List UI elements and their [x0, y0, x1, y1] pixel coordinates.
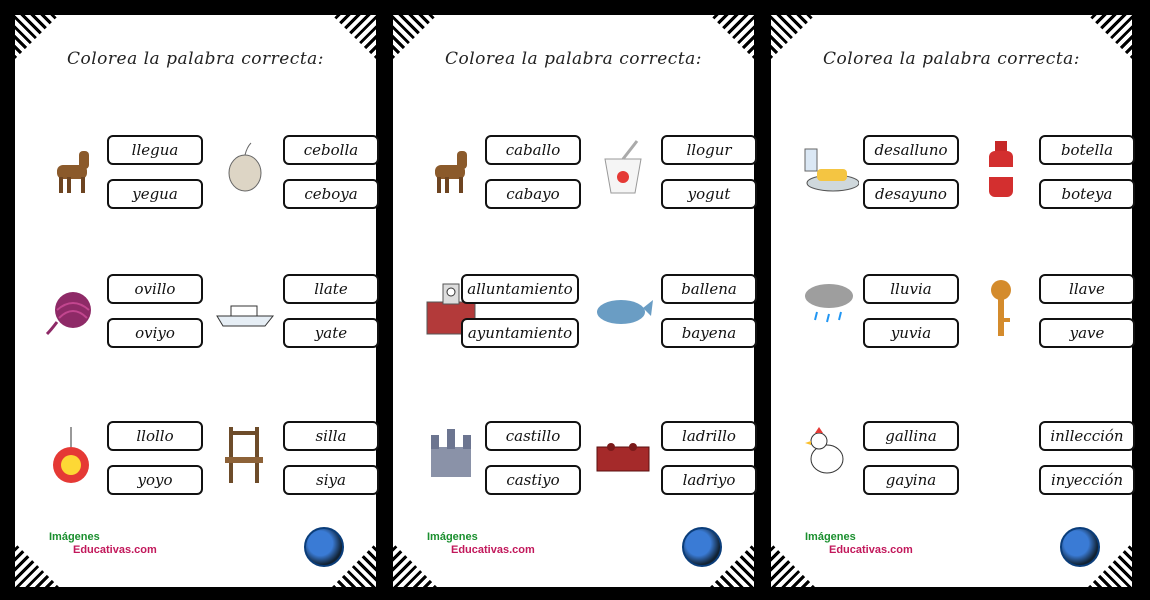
- word-option[interactable]: cebolla: [283, 135, 379, 165]
- worksheet-title: Colorea la palabra correcta:: [822, 49, 1081, 69]
- word-option[interactable]: desalluno: [863, 135, 959, 165]
- word-option[interactable]: silla: [283, 421, 379, 451]
- word-option[interactable]: alluntamiento: [461, 274, 579, 304]
- brick-icon: [593, 425, 653, 485]
- logo-line-2: Educativas.com: [451, 544, 535, 556]
- word-option[interactable]: desayuno: [863, 179, 959, 209]
- rain-cloud-icon: [799, 278, 859, 338]
- yoyo-icon: [43, 425, 103, 485]
- word-option[interactable]: ceboya: [283, 179, 379, 209]
- word-option[interactable]: yuvia: [863, 318, 959, 348]
- word-option[interactable]: yoyo: [107, 465, 203, 495]
- word-option[interactable]: ayuntamiento: [461, 318, 579, 348]
- worksheet-1: [12, 12, 379, 590]
- word-option[interactable]: inllección: [1039, 421, 1135, 451]
- syringe-icon: [971, 425, 1031, 485]
- site-logo: [49, 531, 157, 557]
- yarn-ball-icon: [43, 278, 103, 338]
- word-option[interactable]: llogur: [661, 135, 757, 165]
- chair-icon: [215, 425, 275, 485]
- word-option[interactable]: botella: [1039, 135, 1135, 165]
- logo-line-2: Educativas.com: [73, 544, 157, 556]
- key-icon: [971, 278, 1031, 338]
- worksheet-2: [390, 12, 757, 590]
- word-option[interactable]: ballena: [661, 274, 757, 304]
- word-option[interactable]: ladrillo: [661, 421, 757, 451]
- word-option[interactable]: gallina: [863, 421, 959, 451]
- word-option[interactable]: llate: [283, 274, 379, 304]
- badge-icon: [1060, 527, 1100, 567]
- word-option[interactable]: siya: [283, 465, 379, 495]
- logo-line-1: Imágenes: [805, 531, 856, 543]
- hen-icon: [799, 425, 859, 485]
- worksheet-title: Colorea la palabra correcta:: [444, 49, 703, 69]
- horse-icon: [43, 139, 103, 199]
- word-option[interactable]: castiyo: [485, 465, 581, 495]
- logo-line-2: Educativas.com: [829, 544, 913, 556]
- breakfast-icon: [799, 139, 859, 199]
- castle-icon: [421, 425, 481, 485]
- word-option[interactable]: yate: [283, 318, 379, 348]
- badge-icon: [682, 527, 722, 567]
- bottle-icon: [971, 139, 1031, 199]
- word-option[interactable]: llave: [1039, 274, 1135, 304]
- badge-icon: [304, 527, 344, 567]
- site-logo: [805, 531, 913, 557]
- whale-icon: [593, 278, 653, 338]
- word-option[interactable]: lluvia: [863, 274, 959, 304]
- word-option[interactable]: boteya: [1039, 179, 1135, 209]
- word-option[interactable]: ovillo: [107, 274, 203, 304]
- logo-line-1: Imágenes: [49, 531, 100, 543]
- word-option[interactable]: caballo: [485, 135, 581, 165]
- yacht-icon: [215, 278, 275, 338]
- word-option[interactable]: yave: [1039, 318, 1135, 348]
- worksheet-title: Colorea la palabra correcta:: [66, 49, 325, 69]
- logo-line-1: Imágenes: [427, 531, 478, 543]
- yogurt-icon: [593, 139, 653, 199]
- word-option[interactable]: ladriyo: [661, 465, 757, 495]
- word-option[interactable]: oviyo: [107, 318, 203, 348]
- worksheet-3: [768, 12, 1135, 590]
- site-logo: [427, 531, 535, 557]
- horse-icon: [421, 139, 481, 199]
- word-option[interactable]: gayina: [863, 465, 959, 495]
- word-option[interactable]: yegua: [107, 179, 203, 209]
- word-option[interactable]: llegua: [107, 135, 203, 165]
- word-option[interactable]: inyección: [1039, 465, 1135, 495]
- word-option[interactable]: bayena: [661, 318, 757, 348]
- onion-icon: [215, 139, 275, 199]
- word-option[interactable]: castillo: [485, 421, 581, 451]
- word-option[interactable]: yogut: [661, 179, 757, 209]
- word-option[interactable]: cabayo: [485, 179, 581, 209]
- word-option[interactable]: llollo: [107, 421, 203, 451]
